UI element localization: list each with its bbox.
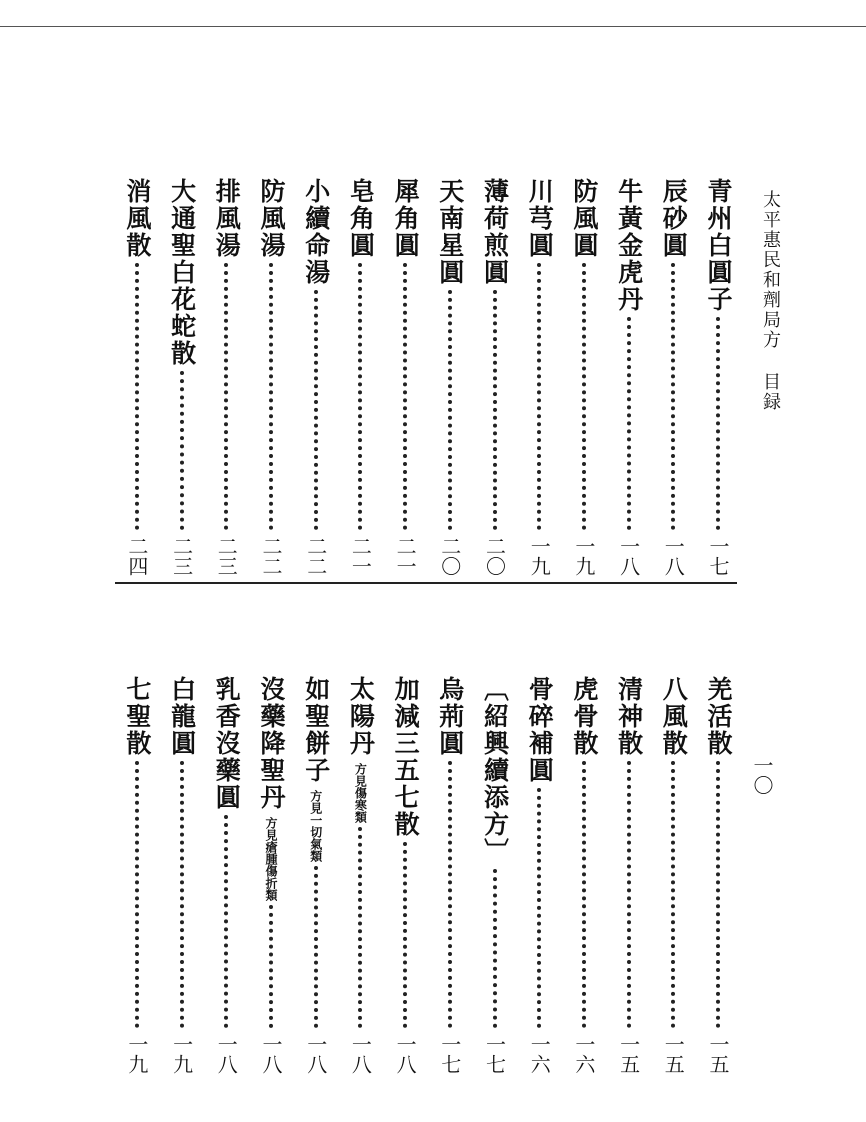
toc-entry [256,676,286,1074]
dot-leader [180,761,184,1028]
dot-leader [671,761,675,1028]
toc-entry [435,676,465,1074]
dot-leader [135,761,139,1028]
toc-entry [524,178,554,576]
dot-leader [269,905,273,1028]
entry-page-number: 一五 [706,1034,730,1074]
dot-leader [448,290,452,530]
entry-title: 〔紹興續添方〕 [480,676,510,865]
dot-leader [493,869,497,1028]
entry-page-number: 一七 [706,536,730,576]
dot-leader [180,371,184,530]
entry-title: 牛黃金虎丹 [614,178,644,313]
entry-title: 八風散 [659,676,689,757]
dot-leader [627,761,631,1028]
entry-page-number: 一八 [259,1034,283,1074]
entry-page-number: 二一 [348,536,373,576]
toc-entry [345,676,375,1074]
entry-page-number: 二三 [214,536,239,576]
toc-entry [345,178,375,576]
book-title: 太平惠民和劑局方 [760,190,781,350]
entry-title: 羌活散 [704,676,733,757]
entry-title: 沒藥降聖丹 [257,676,286,811]
dot-leader [627,317,631,530]
dot-leader [358,827,362,1028]
entry-title: 防風湯 [257,178,286,259]
scan-edge-line [0,26,866,27]
toc-entry [301,676,331,1074]
toc-entry [122,178,152,576]
entry-title: 小續命湯 [301,178,331,286]
entry-page-number: 一八 [348,1034,373,1074]
entry-page-number: 一七 [437,1034,462,1074]
entry-title: 消風散 [122,178,152,259]
entry-page-number: 一九 [571,536,596,576]
entry-title: 青州白圓子 [704,178,733,313]
entry-page-number: 二四 [124,536,149,576]
entry-page-number: 二〇 [482,536,507,576]
dot-leader [716,761,720,1028]
entry-title: 七聖散 [122,676,152,757]
toc-entry [658,676,688,1074]
dot-leader [269,263,273,530]
entry-title: 加減三五七散 [391,676,421,838]
entry-title: 川芎圓 [525,178,555,259]
entry-title: 骨碎補圓 [525,676,555,784]
entry-title: 薄荷煎圓 [480,178,510,286]
dot-leader [671,263,675,530]
entry-title: 大通聖白花蛇散 [167,178,197,367]
toc-entry [524,676,554,1074]
toc-entry [614,178,644,576]
dot-leader [448,761,452,1028]
section-title: 目録 [760,372,781,412]
entry-page-number: 一六 [571,1034,596,1074]
entry-title: 天南星圓 [435,178,465,286]
toc-entry [480,178,510,576]
dot-leader [582,761,586,1028]
entry-page-number: 一八 [661,536,686,576]
entry-title: 白龍圓 [167,676,197,757]
entry-title: 清神散 [614,676,644,757]
entry-title: 虎骨散 [569,676,599,757]
entry-page-number: 二〇 [437,536,462,576]
running-header [758,190,782,412]
dot-leader [537,263,541,530]
entry-note: 方見傷寒類 [353,763,368,823]
toc-entry [435,178,465,576]
toc-entry [167,676,197,1074]
dot-leader [716,317,720,530]
entry-title: 如聖餅子 [301,676,331,784]
dot-leader [403,842,407,1028]
toc-entry [703,178,733,576]
entry-page-number: 二三 [169,536,194,576]
toc-entry [167,178,197,576]
toc-entry [301,178,331,576]
entry-page-number: 一八 [616,536,641,576]
dot-leader [582,263,586,530]
toc-entry [390,178,420,576]
toc-entry [614,676,644,1074]
entry-title: 防風圓 [569,178,599,259]
toc-entry [703,676,733,1074]
entry-title: 排風湯 [212,178,242,259]
dot-leader [493,290,497,530]
entry-page-number: 二二 [303,536,328,576]
divider-rule [115,582,737,584]
dot-leader [135,263,139,530]
dot-leader [403,263,407,530]
dot-leader [537,788,541,1028]
entry-title: 太陽丹 [346,676,376,757]
dot-leader [224,815,228,1028]
toc-entry [480,676,510,1074]
dot-leader [358,263,362,530]
entry-page-number: 一五 [616,1034,641,1074]
entry-note: 方見一切氣類 [308,790,323,862]
toc-entry [211,676,241,1074]
toc-entry [390,676,420,1074]
entry-title: 辰砂圓 [659,178,689,259]
entry-page-number: 一八 [393,1034,418,1074]
entry-page-number: 一九 [124,1034,149,1074]
entry-title: 乳香沒藥圓 [212,676,242,811]
entry-note: 方見瘡腫傷折類 [264,817,278,901]
entry-page-number: 一六 [527,1034,552,1074]
entry-page-number: 一五 [661,1034,686,1074]
toc-entry [569,676,599,1074]
toc-entry [569,178,599,576]
dot-leader [224,263,228,530]
page-number: 一〇 [750,755,774,795]
toc-entry [122,676,152,1074]
dot-leader [314,290,318,530]
entry-title: 皂角圓 [346,178,376,259]
entry-page-number: 二一 [393,536,418,576]
entry-page-number: 一八 [214,1034,239,1074]
entry-page-number: 一九 [169,1034,194,1074]
toc-entry [211,178,241,576]
toc-entry [658,178,688,576]
dot-leader [314,866,318,1028]
entry-title: 烏荊圓 [435,676,465,757]
entry-page-number: 二二 [259,536,283,576]
entry-page-number: 一八 [303,1034,328,1074]
entry-title: 犀角圓 [391,178,421,259]
toc-entry [256,178,286,576]
entry-page-number: 一七 [482,1034,507,1074]
entry-page-number: 一九 [527,536,552,576]
